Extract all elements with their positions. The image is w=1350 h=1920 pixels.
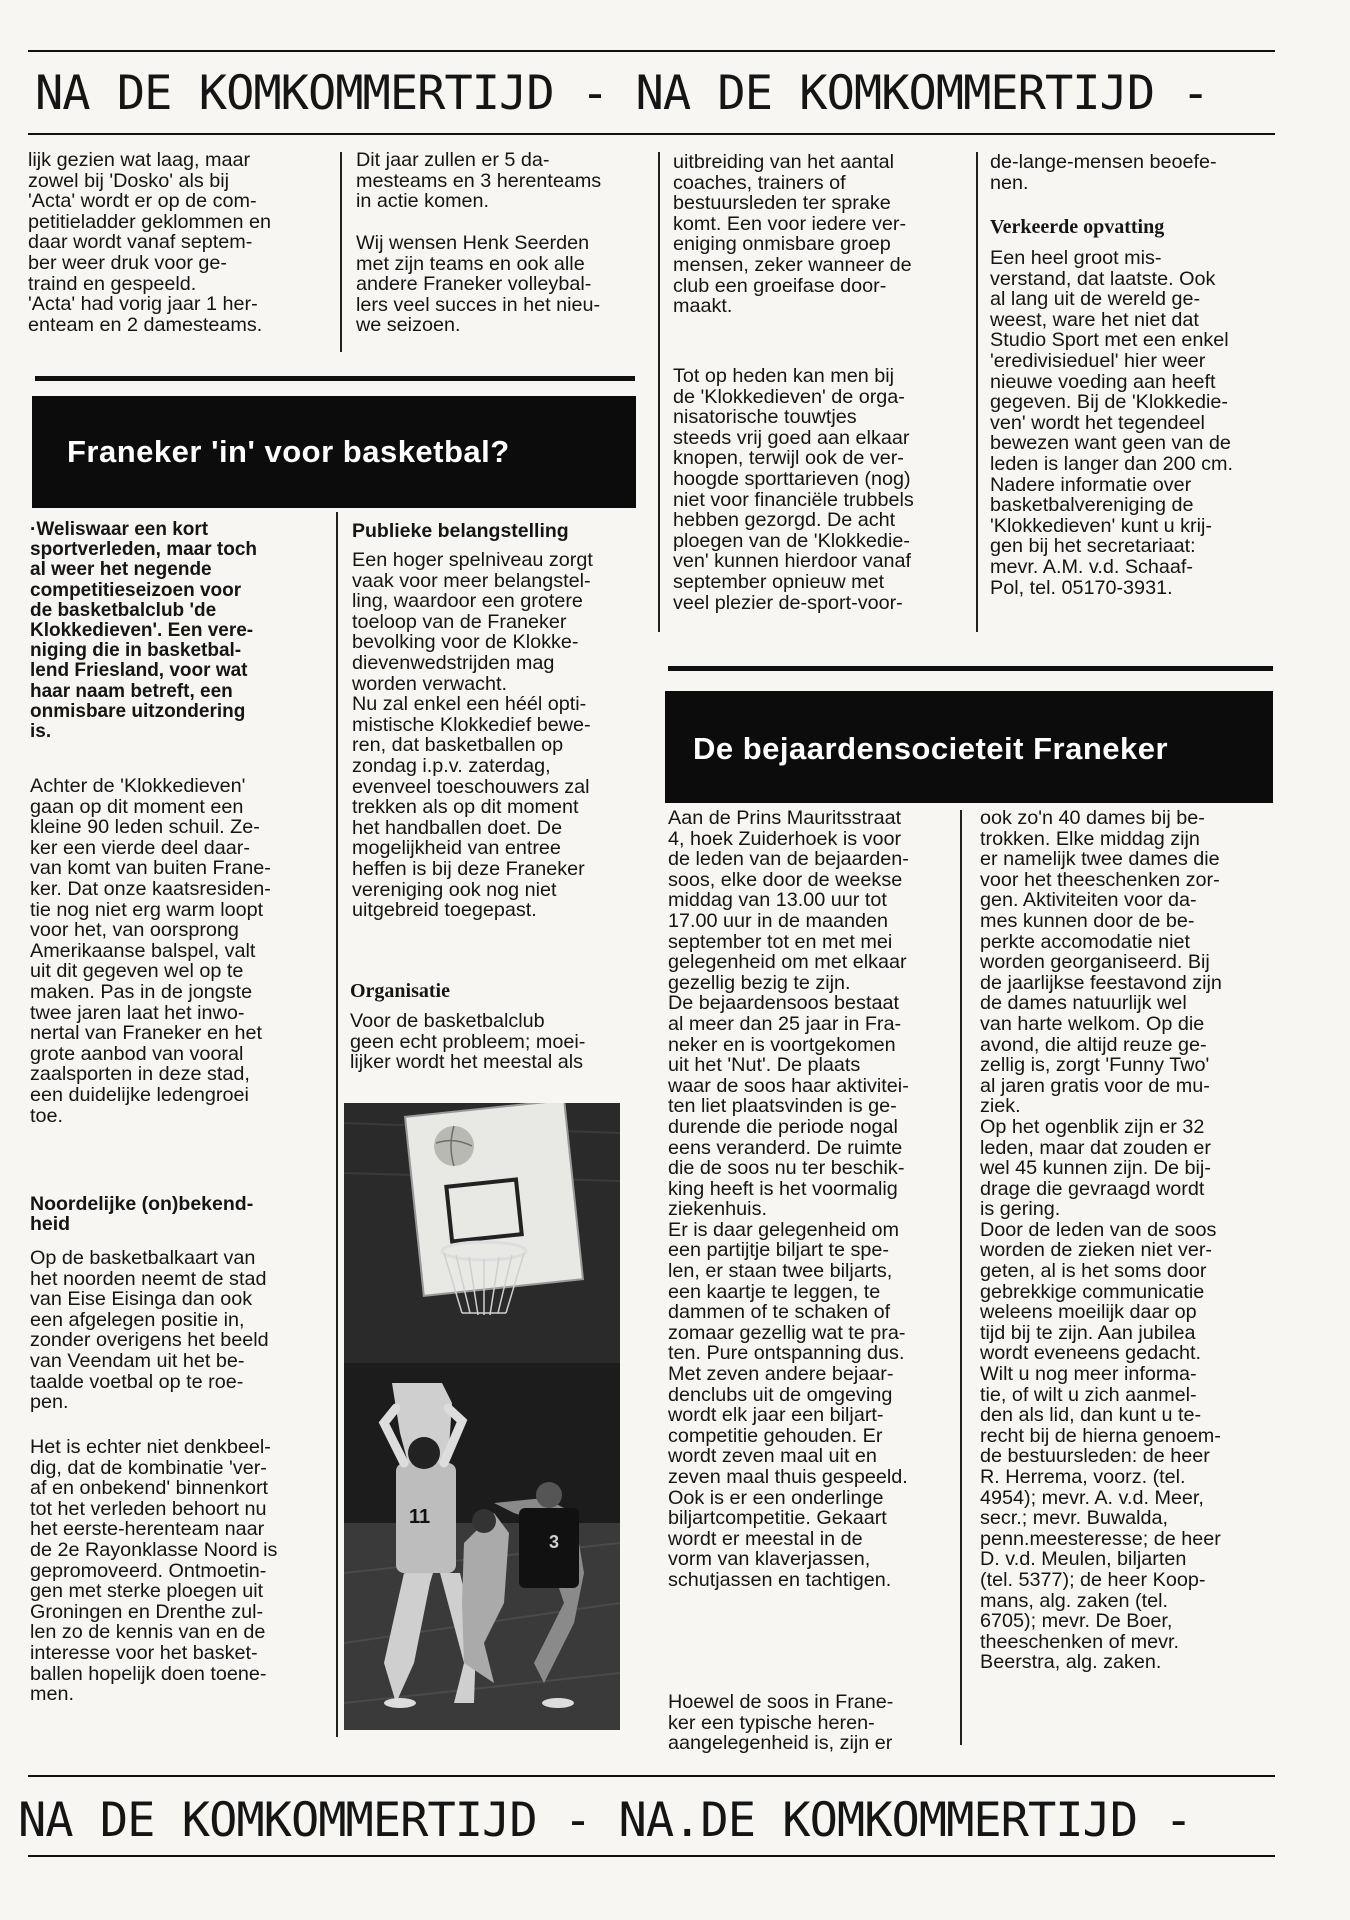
subhead-organisatie: Organisatie bbox=[350, 980, 450, 1002]
subhead-noordelijke: Noordelijke (on)bekend- heid bbox=[30, 1193, 254, 1235]
basketball-photo bbox=[344, 1103, 620, 1730]
section-rule bbox=[668, 666, 1273, 671]
basketbal-intro: ·Weliswaar een kort sportverleden, maar toch al weer het negende competitieseizoen voor de basketbalclub 'de Klokkedieven'. Een vere- niging die in basketbal- lend Friesland, voor wat haar naam betreft, een onmisbare uitzondering is. bbox=[30, 519, 258, 743]
top-col1-text: lijk gezien wat laag, maar zowel bij 'Dosko' als bij 'Acta' wordt er op de com- petitieladder geklommen en daar wordt vanaf septem- ber weer druk voor ge- traind en gespeeld. 'Acta' had vorig jaar 1 her- enteam en 2 damesteams. bbox=[28, 149, 272, 336]
basketbal-p4: Een hoger spelniveau zorgt vaak voor meer belangstel- ling, waardoor een grotere toeloop van de Franeker bevolking voor de Klokke- dievenwedstrijden mag worden verwacht. Nu zal enkel een héél opti- mistische Klokkedief bewe- ren, dat basketballen op zondag i.p.v. zaterdag, evenveel toeschouwers zal trekken als op dit moment het handballen doet. De mogelijkheid van entree heffen is bij deze Franeker vereniging ook nog niet uitgebreid toegepast. bbox=[352, 549, 593, 922]
top-col2-text-b: Wij wensen Henk Seerden met zijn teams en ook alle andere Franeker volleybal- lers veel succes in het nieu- we seizoen. bbox=[356, 232, 601, 337]
footer-band: NA DE KOMKOMMERTIJD - NA.DE KOMKOMMERTIJD - bbox=[18, 1793, 1192, 1848]
footer-rule-top bbox=[28, 1775, 1275, 1777]
basketbal-col4-a: de-lange-mensen beoefe- nen. bbox=[990, 151, 1217, 194]
jersey-number: 3 bbox=[549, 1532, 560, 1552]
jersey-number: 11 bbox=[409, 1506, 431, 1528]
basketbal-p5: Voor de basketbalclub geen echt probleem; moei- lijker wordt het meestal als bbox=[350, 1010, 586, 1074]
column-divider bbox=[340, 152, 342, 352]
top-col2-text-a: Dit jaar zullen er 5 da- mesteams en 3 herenteams in actie komen. bbox=[356, 149, 602, 213]
column-divider bbox=[336, 512, 338, 1737]
subhead-verkeerde: Verkeerde opvatting bbox=[990, 216, 1165, 238]
basketbal-col3-b: Tot op heden kan men bij de 'Klokkedieven' de orga- nisatorische touwtjes steeds vrij goed aan elkaar knopen, terwijl ook de ver- hoogde sporttarieven (nog) niet voor financiële trubbels hebben gezorgd. De acht ploegen van de 'Klokkedie- ven' kunnen hierdoor vanaf september opnieuw met veel plezier de-sport-voor- bbox=[673, 365, 914, 614]
column-divider bbox=[976, 152, 978, 632]
basketbal-banner bbox=[32, 396, 636, 508]
column-divider bbox=[658, 152, 660, 632]
header-rule-bottom bbox=[28, 133, 1275, 135]
subhead-publieke: Publieke belangstelling bbox=[352, 520, 569, 542]
column-divider bbox=[960, 810, 962, 1745]
bejaarden-col1-a: Aan de Prins Mauritsstraat 4, hoek Zuiderhoek is voor de leden van de bejaarden- soos, elke door de weekse middag van 13.00 uur tot 17.00 uur in de maanden september tot en met mei gelegenheid om met elkaar gezellig bezig te zijn. De bejaardensoos bestaat al meer dan 25 jaar in Fra- neker en is voortgekomen uit het 'Nut'. De plaats waar de soos haar aktivitei- ten liet plaatsvinden is ge- durende die periode nogal eens veranderd. De ruimte die de soos nu ter beschik- king heeft is het voormalig ziekenhuis. Er is daar gelegenheid om een partijtje biljart te spe- len, er staan twee biljarts, een kaartje te leggen, te dammen of te schaken of zomaar gezellig wat te pra- ten. Pure ontspanning dus. Met zeven andere bejaar- denclubs uit de omgeving wordt elk jaar een biljart- competitie gehouden. Er wordt zeven maal uit en zeven maal thuis gespeeld. Ook is er een onderlinge biljartcompetitie. Gekaart wordt er meestal in de vorm van klaverjassen, schutjassen en tachtigen. bbox=[668, 807, 909, 1591]
basketbal-p2: Op de basketbalkaart van het noorden neemt de stad van Eise Eisinga dan ook een afgelegen positie in, zonder overigens het beeld van Veendam uit het be- taalde voetbal op te roe- pen. bbox=[30, 1247, 269, 1414]
footer-rule-bottom bbox=[28, 1855, 1275, 1857]
bejaarden-col1-b: Hoewel de soos in Frane- ker een typische heren- aangelegenheid is, zijn er bbox=[668, 1691, 894, 1755]
basketbal-col3-a: uitbreiding van het aantal coaches, trainers of bestuursleden ter sprake komt. Een voor iedere ver- eniging onmisbare groep mensen, zeker wanneer de club een groeifase door- maakt. bbox=[673, 151, 912, 318]
bejaarden-title: De bejaardensocieteit Franeker bbox=[693, 731, 1169, 766]
basketball-photo-svg bbox=[344, 1103, 620, 1730]
header-rule-top bbox=[28, 50, 1275, 52]
header-band: NA DE KOMKOMMERTIJD - NA DE KOMKOMMERTIJD - bbox=[35, 66, 1209, 121]
bejaarden-col2: ook zo'n 40 dames bij be- trokken. Elke middag zijn er namelijk twee dames die voor het theeschenken zor- gen. Aktiviteiten voor da- mes kunnen door de be- perkte accomodatie niet worden georganiseerd. Bij de jaarlijkse feestavond zijn de dames natuurlijk wel van harte welkom. Op die avond, die altijd reuze ge- zellig is, zorgt 'Funny Two' al jaren gratis voor de mu- ziek. Op het ogenblik zijn er 32 leden, maar dat zouden er wel 45 kunnen zijn. De bij- drage die gevraagd wordt is gering. Door de leden van de soos worden de zieken niet ver- geten, al is het soms door gebrekkige communicatie weleens moeilijk daar op tijd bij te zijn. Aan jubilea wordt eveneens gedacht. Wilt u nog meer informa- tie, of wilt u zich aanmel- den als lid, dan kunt u te- recht bij de hierna genoem- de bestuursleden: de heer R. Herrema, voorz. (tel. 4954); mevr. A. v.d. Meer, secr.; mevr. Buwalda, penn.meesteresse; de heer D. v.d. Meulen, biljarten (tel. 5377); de heer Koop- mans, alg. zaken (tel. 6705); mevr. De Boer, theeschenken of mevr. Beerstra, alg. zaken. bbox=[980, 807, 1222, 1674]
basketbal-p3: Het is echter niet denkbeel- dig, dat de kombinatie 'ver- af en onbekend' binnenkort tot het verleden behoort nu het eerste-herenteam naar de 2e Rayonklasse Noord is gepromoveerd. Ontmoetin- gen met sterke ploegen uit Groningen en Drenthe zul- len zo de kennis van en de interesse voor het basket- ballen hopelijk doen toene- men. bbox=[30, 1436, 278, 1706]
basketball-icon bbox=[434, 1126, 474, 1166]
basketbal-title: Franeker 'in' voor basketbal? bbox=[67, 434, 510, 469]
basketbal-p1: Achter de 'Klokkedieven' gaan op dit moment een kleine 90 leden schuil. Ze- ker een vierde deel daar- van komt van buiten Frane- ker. Dat onze kaatsresiden- tie nog niet erg warm loopt voor het, van oorsprong Amerikaanse balspel, valt uit dit gegeven wel op te maken. Pas in de jongste twee jaren laat het inwo- nertal van Franeker en het grote aanbod van vooral zaalsporten in deze stad, een duidelijke ledengroei toe. bbox=[30, 775, 271, 1127]
basketbal-col4-b: Een heel groot mis- verstand, dat laatste. Ook al lang uit de wereld ge- weest, ware het niet dat Studio Sport met een enkel 'eredivisieduel' hier weer nieuwe voeding aan heeft gegeven. Bij de 'Klokkedie- ven' wordt het tegendeel bewezen want geen van de leden is langer dan 200 cm. Nadere informatie over basketbalvereniging de 'Klokkedieven' kunt u krij- gen bij het secretariaat: mevr. A.M. v.d. Schaaf- Pol, tel. 05170-3931. bbox=[990, 247, 1234, 599]
bejaarden-banner bbox=[665, 691, 1273, 803]
section-rule bbox=[35, 376, 635, 381]
